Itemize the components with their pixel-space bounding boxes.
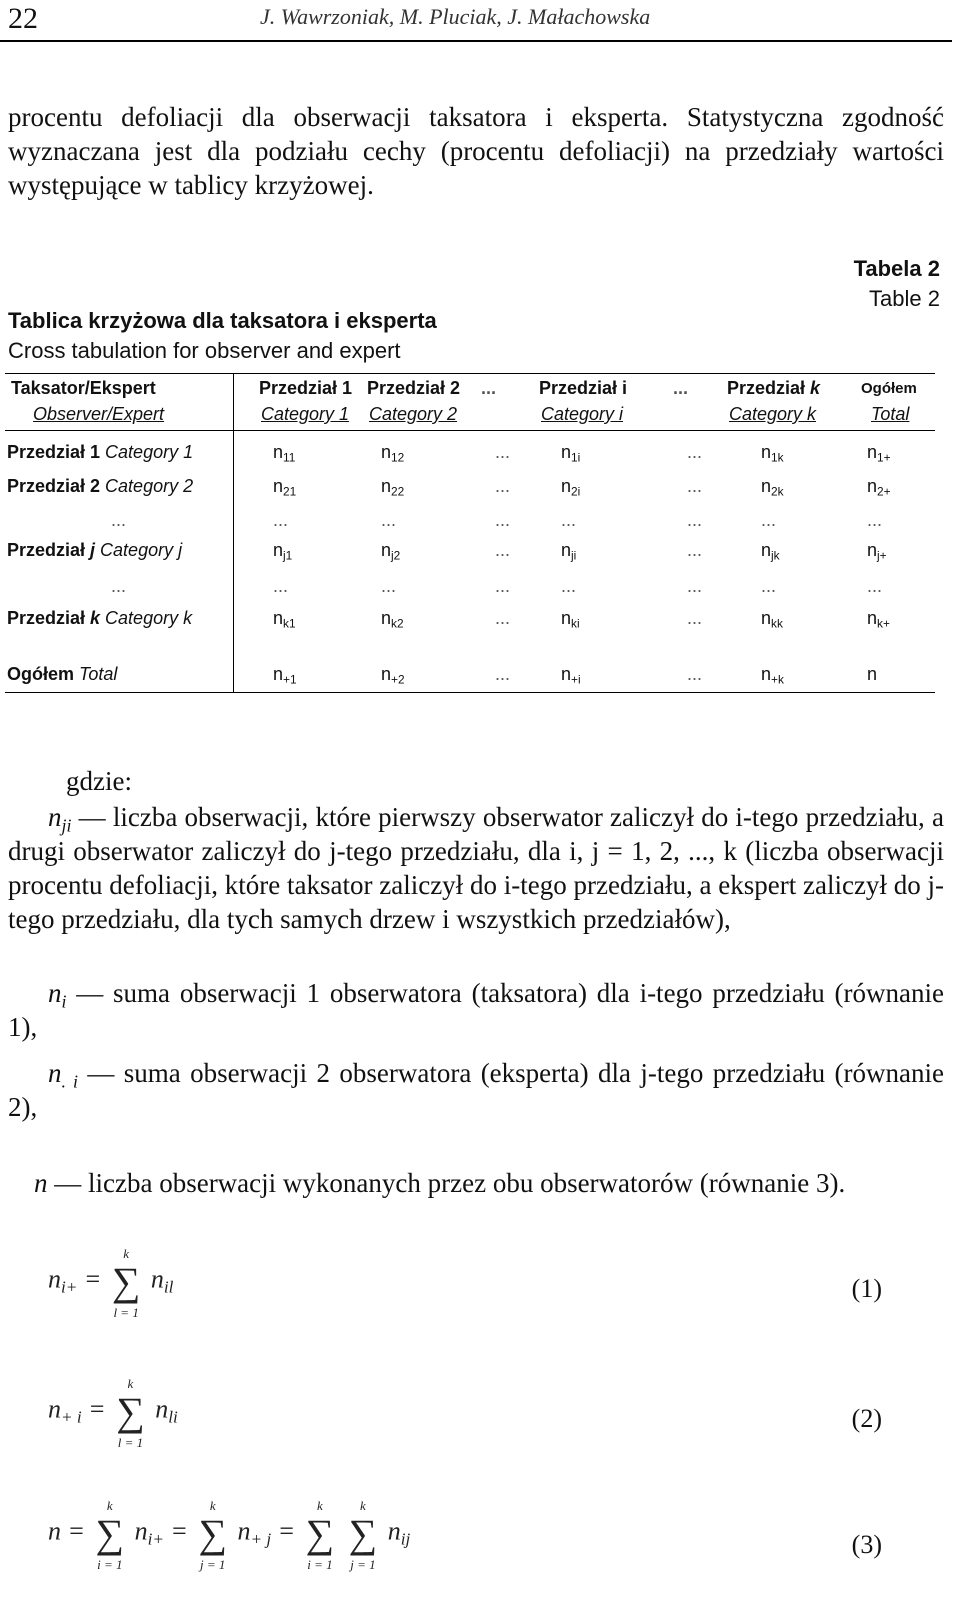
table-cell: ... [687,608,703,628]
column-header: Przedział 1 [259,378,353,398]
column-header: ... [673,378,689,398]
table-cell: ... [495,608,511,628]
table-cell: $n_{ki}$ [561,608,580,631]
table-cell: ... [867,510,883,530]
table-cell: $n_{+1}$ [273,664,297,687]
table-cell: $n_{+k}$ [761,664,784,687]
equation-1-number: (1) [851,1274,882,1303]
table-cell: $n_{12}$ [381,442,405,465]
sum-symbol: ∑ k j = 1 [348,1498,378,1572]
table-cell: ... [687,476,703,496]
table-cell: ... [561,576,577,596]
table-cell: ... [687,510,703,530]
table-cell: ... [495,576,511,596]
row-stub: Przedział 1 Category 1 [7,442,194,462]
table-cell: ... [495,476,511,496]
table-caption-en: Cross tabulation for observer and expert [8,338,401,363]
table-cell: ... [687,540,703,560]
page-number: 22 [8,2,38,35]
header-rule [0,40,952,42]
table-cell: $n_{j+}$ [867,540,887,563]
table-cell: ... [761,510,777,530]
table-cell: ... [495,540,511,560]
row-stub: Ogółem Total [7,664,118,684]
symbol-n-plus-i: $n_{. i}$ [48,1058,78,1092]
definition-nji-text: — liczba obserwacji, które pierwszy obserwator zaliczył do i-tego przedziału, a drugi obserwator zaliczył do j-tego przedziału, dla i, j = 1, 2, ..., k (liczba obserwacji procentu defoliacji, które taksator zaliczył do i-tego przedziału, a ekspert zaliczył do j-tego przedziału, dla tych samych drzew i wszystkich przedziałów), [8,802,945,934]
column-header-en: Category i [541,404,624,424]
table-cell: $n_{+i}$ [561,664,581,687]
definition-nji [8,800,944,936]
table-cell: $n_{j1}$ [273,540,293,563]
table-cell: $n_{11}$ [273,442,296,465]
column-header-en: Total [871,404,910,424]
equation-3: n = ∑ k i = 1 $n_{i+}$ = ∑ k j = 1 $n_{+ j}$ = ∑ k i = 1 ∑ k j = 1 $n_{ij}$ [48,1498,411,1572]
definitions-intro: gdzie: [66,766,132,796]
definition-n-text: — liczba obserwacji wykonanych przez obu obserwatorów (równanie 3). [54,1168,846,1198]
table-cell: ... [687,442,703,462]
table-cell: ... [761,576,777,596]
equation-1: $n_{i+}$ = ∑ k l = 1 $n_{il}$ [48,1246,174,1320]
symbol-nji: $n_{ji}$ [48,802,72,836]
stub-divider [233,374,234,692]
table-caption-pl: Tablica krzyżowa dla taksatora i eksperta [8,308,437,333]
sum-symbol: ∑ k i = 1 [95,1498,125,1572]
table-cell: $n_{2+}$ [867,476,891,499]
table-cell: $n_{jk}$ [761,540,780,563]
column-header-en: Category k [729,404,817,424]
table-cell: ... [687,576,703,596]
table-cell: $n_{22}$ [381,476,405,499]
intro-paragraph: procentu defoliacji dla obserwacji taksatora i eksperta. Statystyczna zgodność wyznaczana jest dla podziału cechy (procentu defoliacji) na przedziały wartości występujące w tablicy krzyżowej. [8,102,944,200]
table-cell: $n_{1i}$ [561,442,581,465]
table-cell: $n_{1k}$ [761,442,784,465]
table-cell: ... [273,510,289,530]
column-header: Przedział i [539,378,628,398]
table-label-pl: Tabela 2 [853,256,940,281]
table-cell: $n_{ji}$ [561,540,577,563]
table-label [854,254,940,314]
column-header-en: Observer/Expert [33,404,165,424]
column-header: Taksator/Ekspert [11,378,156,398]
sum-symbol: ∑ k l = 1 [116,1376,145,1450]
table-label-en: Table 2 [869,286,940,311]
table-caption [8,306,437,366]
header-separator [5,430,935,431]
definition-n-plus-i [8,1056,944,1124]
row-stub: Przedział k Category k [7,608,193,628]
table-cell: $n_{j2}$ [381,540,401,563]
table-cell: ... [495,510,511,530]
table-cell: ... [495,442,511,462]
table-cell: $n_{2i}$ [561,476,581,499]
definition-n-plus-i-text: — suma obserwacji 2 obserwatora (eksperta) dla j-tego przedziału (równanie 2), [8,1058,945,1122]
table-cell: $n_{kk}$ [761,608,783,631]
table-cell: ... [381,510,397,530]
column-header: Przedział 2 [367,378,461,398]
symbol-ni-plus: $n_i$ [48,978,67,1012]
row-stub: ... [111,576,127,596]
sum-symbol: ∑ k i = 1 [305,1498,335,1572]
table-cell: $n_{k2}$ [381,608,404,631]
running-head: J. Wawrzoniak, M. Pluciak, J. Małachowska [260,4,651,29]
definition-ni-plus [8,976,944,1044]
column-header: ... [481,378,497,398]
definition-n [8,1166,944,1200]
table-cell: ... [495,664,511,684]
table-cell: ... [867,576,883,596]
row-stub: Przedział 2 Category 2 [7,476,194,496]
table-cell: $n_{1+}$ [867,442,891,465]
equation-2-number: (2) [851,1404,882,1433]
table-cell: $n_{k+}$ [867,608,890,631]
row-stub: Przedział j Category j [7,540,183,560]
symbol-n: n [34,1168,48,1198]
definition-ni-plus-text: — suma obserwacji 1 obserwatora (taksatora) dla i-tego przedziału (równanie 1), [8,978,945,1042]
equation-3-number: (3) [851,1530,882,1559]
table-cell: ... [381,576,397,596]
sum-symbol: ∑ k j = 1 [198,1498,227,1572]
sum-symbol: ∑ k l = 1 [111,1246,141,1320]
table-cell: $n_{+2}$ [381,664,405,687]
column-header: Ogółem [861,380,917,397]
table-cell: $n_{2k}$ [761,476,784,499]
row-stub: ... [111,510,127,530]
table-cell: n [867,664,878,684]
table-cell: $n_{k1}$ [273,608,296,631]
cross-table [5,373,935,693]
column-header: Przedział k [727,378,821,398]
table-cell: $n_{21}$ [273,476,297,499]
table-cell: ... [561,510,577,530]
column-header-en: Category 2 [369,404,458,424]
table-cell: ... [687,664,703,684]
column-header-en: Category 1 [261,404,350,424]
table-cell: ... [273,576,289,596]
equation-2: $n_{+ i}$ = ∑ k l = 1 $n_{li}$ [48,1376,178,1450]
